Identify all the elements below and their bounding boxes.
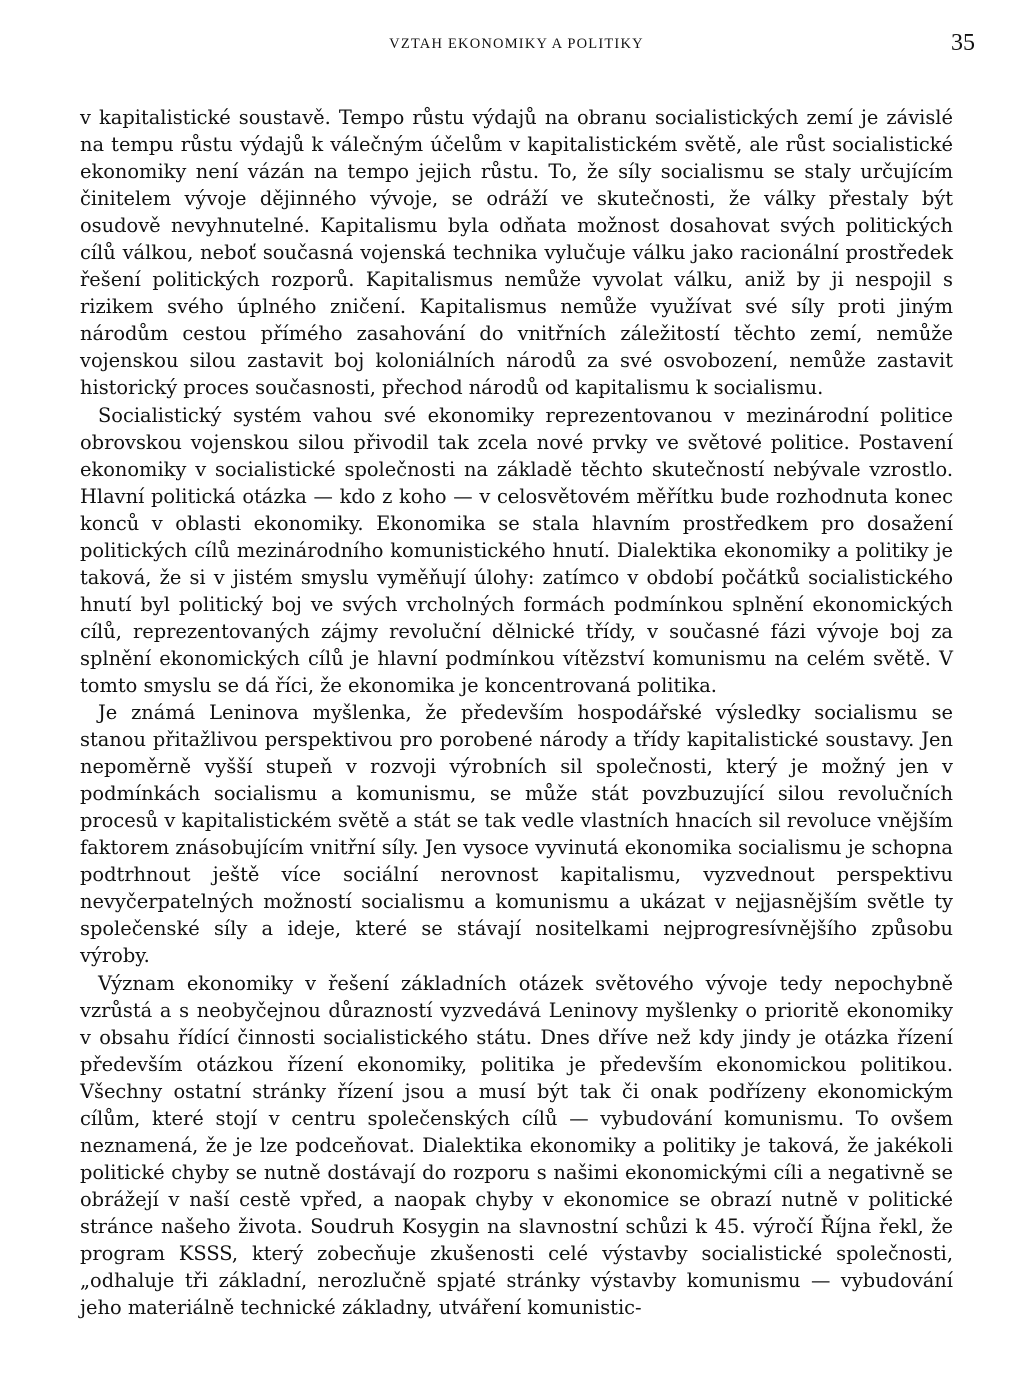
running-title: VZTAH EKONOMIKY A POLITIKY <box>389 36 644 52</box>
book-page <box>80 30 975 1321</box>
running-header <box>80 30 975 64</box>
page-number: 35 <box>951 30 975 56</box>
paragraph-2: Socialistický systém vahou své ekonomiky reprezentovanou v mezinárodní politice obrovskou vojenskou silou přivodil tak zcela nové prvky ve světové politice. Postavení ekonomiky v socialistické společnosti na základě těchto skutečností nebývale vzrostlo. Hlavní politická otázka — kdo z koho — v celosvětovém měřítku bude rozhodnuta konec konců v oblasti ekonomiky. Ekonomika se stala hlavním prostředkem pro dosažení politických cílů mezinárodního komunistického hnutí. Dialektika ekonomiky a politiky je taková, že si v jistém smyslu vyměňují úlohy: zatímco v období počátků socialistického hnutí byl politický boj ve svých vrcholných formách podmínkou splnění ekonomických cílů, reprezentovaných zájmy revoluční dělnické třídy, v současné fázi vývoje boj za splnění ekonomických cílů je hlavní podmínkou vítězství komunismu na celém světě. V tomto smyslu se dá říci, že ekonomika je koncentrovaná politika. <box>80 403 953 697</box>
paragraph-3: Je známá Leninova myšlenka, že především hospodářské výsledky socialismu se stanou přitažlivou perspektivou pro porobené národy a třídy kapitalistické soustavy. Jen nepoměrně vyšší stupeň v rozvoji výrobních sil společnosti, který je možný jen v podmínkách socialismu a komunismu, se může stát povzbuzující silou revolučních procesů v kapitalistickém světě a stát se tak vedle vlastních hnacích sil revoluce vnějším faktorem znásobujícím vnitřní síly. Jen vysoce vyvinutá ekonomika socialismu je schopna podtrhnout ještě více sociální nerovnost kapitalismu, vyzvednout perspektivu nevyčerpatelných možností socialismu a komunismu a ukázat v nejjasnějším světle ty společenské síly a ideje, které se stávají nositelkami nejprogresívnějšího způsobu výroby. <box>80 701 953 968</box>
body-text <box>80 104 953 1321</box>
paragraph-1: v kapitalistické soustavě. Tempo růstu výdajů na obranu socialistických zemí je závislé na tempu růstu výdajů k válečným účelům v kapitalistickém světě, ale růst socialistické ekonomiky není vázán na tempo jejich růstu. To, že síly socialismu se staly určujícím činitelem vývoje dějinného vývoje, se odráží ve skutečnosti, že války přestaly být osudově nevyhnutelné. Kapitalismu byla odňata možnost dosahovat svých politických cílů válkou, neboť současná vojenská technika vylučuje válku jako racionální prostředek řešení politických rozporů. Kapitalismus nemůže vyvolat válku, aniž by ji nespojil s rizikem svého úplného zničení. Kapitalismus nemůže využívat své síly proti jiným národům cestou přímého zasahování do vnitřních záležitostí těchto zemí, nemůže vojenskou silou zastavit boj koloniálních národů za své osvobození, nemůže zastavit historický proces současnosti, přechod národů od kapitalismu k socialismu. <box>80 106 953 400</box>
paragraph-4: Význam ekonomiky v řešení základních otázek světového vývoje tedy nepochybně vzrůstá a s neobyčejnou důrazností vyzvedává Leninovy myšlenky o prioritě ekonomiky v obsahu řídící činnosti socialistického státu. Dnes dříve než kdy jindy je otázka řízení především otázkou řízení ekonomiky, politika je především ekonomickou politikou. Všechny ostatní stránky řízení jsou a musí být tak či onak podřízeny ekonomickým cílům, které stojí v centru společenských cílů — vybudování komunismu. To ovšem neznamená, že je lze podceňovat. Dialektika ekonomiky a politiky je taková, že jakékoli politické chyby se nutně dostávají do rozporu s našimi ekonomickými cíli a negativně se obrážejí v naší cestě vpřed, a naopak chyby v ekonomice se obrazí nutně v politické stránce našeho života. Soudruh Kosygin na slavnostní schůzi k 45. výročí Října řekl, že program KSSS, který zobecňuje zkušenosti celé výstavby socialistické společnosti, „odhaluje tři základní, nerozlučně spjaté stránky výstavby komunismu — vybudování jeho materiálně technické základny, utváření komunistic- <box>80 971 953 1320</box>
